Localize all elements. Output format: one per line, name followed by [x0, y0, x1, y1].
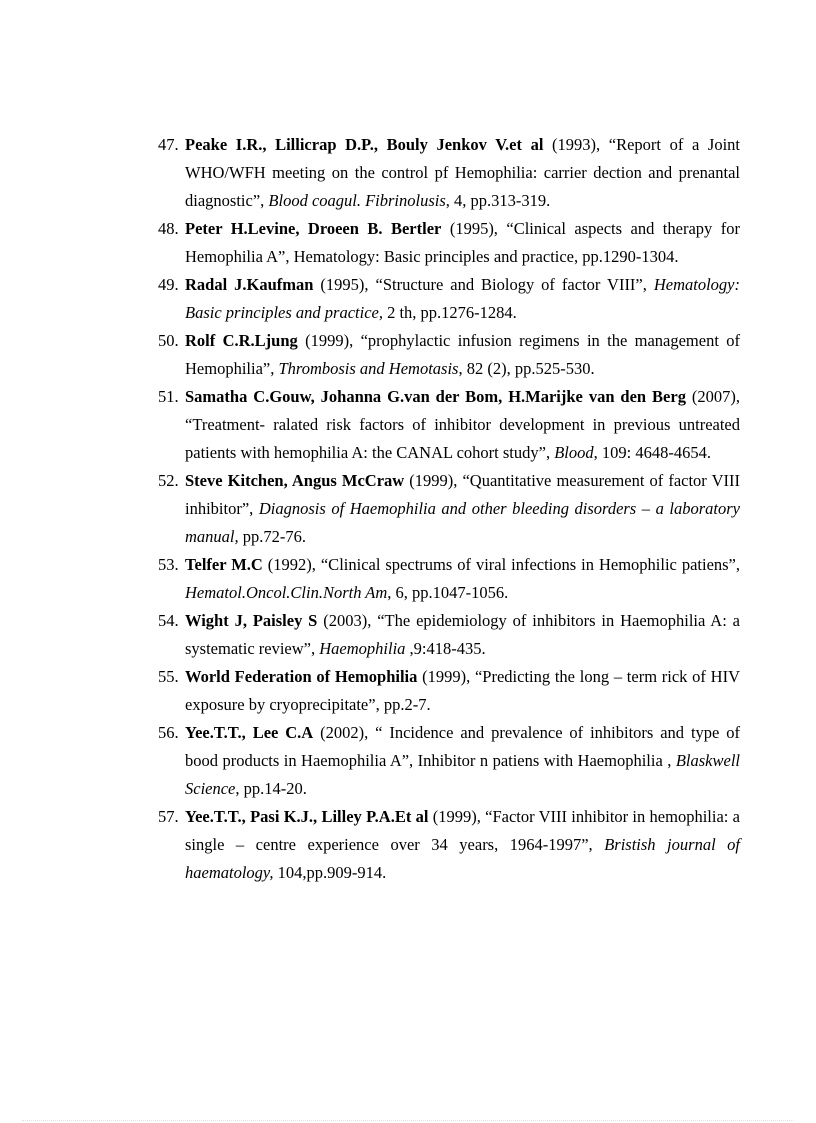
reference-item-54: [158, 607, 740, 663]
reference-item-50: [158, 327, 740, 383]
reference-authors: Wight J, Paisley S: [185, 611, 318, 630]
reference-number: 56.: [158, 723, 179, 742]
reference-item-47: [158, 131, 740, 215]
reference-item-57: [158, 803, 740, 887]
reference-text: (1999), “Predicting the long – term rick of HIV exposure by cryoprecipitate”, pp.2-7.: [185, 667, 740, 714]
reference-item-48: [158, 215, 740, 271]
reference-authors: Peter H.Levine, Droeen B. Bertler: [185, 219, 442, 238]
reference-authors: Yee.T.T., Pasi K.J., Lilley P.A.Et al: [185, 807, 429, 826]
reference-source: Haemophilia: [319, 639, 406, 658]
reference-source: Blood: [554, 443, 594, 462]
reference-number: 55.: [158, 667, 179, 686]
reference-text: (1993), “Report of a Joint WHO/WFH meeting on the control pf Hemophilia: carrier dection and prenantal diagnostic”,: [185, 135, 740, 210]
reference-text: (1999), “Quantitative measurement of factor VIII inhibitor”,: [185, 471, 740, 518]
reference-number: 47.: [158, 135, 179, 154]
reference-source: Bristish journal of haematology,: [185, 835, 740, 882]
reference-details: , pp.14-20.: [235, 779, 307, 798]
reference-number: 57.: [158, 807, 179, 826]
reference-item-49: [158, 271, 740, 327]
reference-authors: Rolf C.R.Ljung: [185, 331, 298, 350]
reference-text: (2003), “The epidemiology of inhibitors in Haemophilia A: a systematic review”,: [185, 611, 740, 658]
reference-text: (1992), “Clinical spectrums of viral infections in Hemophilic patiens”,: [262, 555, 741, 574]
reference-authors: Telfer M.C: [185, 555, 263, 574]
reference-authors: Radal J.Kaufman: [185, 275, 314, 294]
reference-source: Thrombosis and Hemotasis: [278, 359, 459, 378]
reference-details: , 82 (2), pp.525-530.: [458, 359, 595, 378]
reference-details: pp.72-76.: [238, 527, 306, 546]
reference-details: , 6, pp.1047-1056.: [387, 583, 509, 602]
reference-authors: Samatha C.Gouw, Johanna G.van der Bom, H.Marijke van den Berg: [185, 387, 686, 406]
reference-item-53: [158, 551, 740, 607]
reference-number: 53.: [158, 555, 179, 574]
reference-details: , 4, pp.313-319.: [445, 191, 551, 210]
reference-text: (1999), “Factor VIII inhibitor in hemophilia: a single – centre experience over 34 years, 1964-1997”,: [185, 807, 740, 854]
reference-number: 51.: [158, 387, 179, 406]
reference-text: (2002), “ Incidence and prevalence of inhibitors and type of bood products in Haemophilia A”, Inhibitor n patiens with Haemophilia ,: [185, 723, 740, 770]
reference-number: 54.: [158, 611, 179, 630]
reference-number: 48.: [158, 219, 179, 238]
reference-text: (1995), “Clinical aspects and therapy for Hemophilia A”, Hematology: Basic principles and practice, pp.1290-1304.: [185, 219, 740, 266]
reference-source: Diagnosis of Haemophilia and other bleeding disorders – a laboratory manual,: [185, 499, 740, 546]
reference-source: Blaskwell Science: [185, 751, 740, 798]
reference-source: Hematology: Basic principles and practice,: [185, 275, 740, 322]
reference-details: ,9:418-435.: [405, 639, 486, 658]
reference-number: 50.: [158, 331, 179, 350]
reference-list: [158, 131, 740, 887]
reference-details: , 109: 4648-4654.: [593, 443, 711, 462]
reference-item-56: [158, 719, 740, 803]
reference-item-51: [158, 383, 740, 467]
reference-authors: Peake I.R., Lillicrap D.P., Bouly Jenkov V.et al: [185, 135, 544, 154]
reference-item-55: [158, 663, 740, 719]
page-bottom-divider: [22, 1120, 794, 1121]
reference-text: (1995), “Structure and Biology of factor VIII”,: [313, 275, 654, 294]
reference-source: Blood coagul. Fibrinolusis: [268, 191, 446, 210]
reference-number: 49.: [158, 275, 179, 294]
reference-details: 2 th, pp.1276-1284.: [382, 303, 517, 322]
reference-details: 104,pp.909-914.: [273, 863, 387, 882]
reference-number: 52.: [158, 471, 179, 490]
reference-text: (2007), “Treatment- ralated risk factors of inhibitor development in previous untreated patients with hemophilia A: the CANAL cohort study”,: [185, 387, 741, 462]
reference-authors: Yee.T.T., Lee C.A: [185, 723, 314, 742]
reference-authors: World Federation of Hemophilia: [185, 667, 418, 686]
reference-item-52: [158, 467, 740, 551]
reference-source: Hematol.Oncol.Clin.North Am: [185, 583, 388, 602]
reference-text: (1999), “prophylactic infusion regimens in the management of Hemophilia”,: [185, 331, 740, 378]
reference-authors: Steve Kitchen, Angus McCraw: [185, 471, 405, 490]
